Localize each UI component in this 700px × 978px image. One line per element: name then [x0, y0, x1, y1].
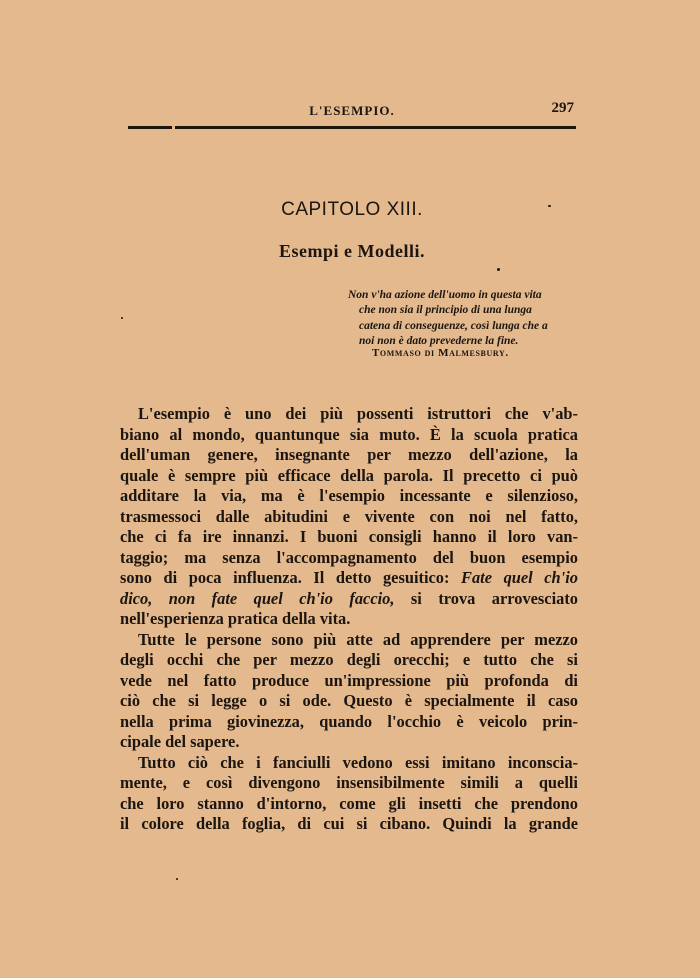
- text-line: biano al mondo, quantunque sia muto. È la scuola pratica: [120, 424, 578, 444]
- text-line: cipale del sapere.: [120, 732, 240, 751]
- print-speck: [548, 205, 551, 207]
- text-line: nella prima giovinezza, quando l'occhio è veicolo prin-: [120, 711, 578, 731]
- chapter-number: CAPITOLO XIII.: [281, 199, 423, 220]
- body-text: [120, 404, 578, 835]
- text-line: Tutto ciò che i fanciulli vedono essi imitano inconscia-: [138, 752, 578, 772]
- text-line: dell'uman genere, insegnante per mezzo dell'azione, la: [120, 445, 578, 464]
- header-rule: [128, 126, 576, 129]
- text-line: ciò che si legge o si ode. Questo è specialmente il caso: [120, 691, 578, 710]
- page-number: 297: [551, 100, 574, 116]
- text-fragment: si trova arrovesciato: [410, 588, 578, 608]
- text-line: Tutte le persone sono più atte ad apprendere per mezzo: [138, 629, 578, 649]
- print-speck: [176, 878, 178, 880]
- running-head: [128, 100, 576, 123]
- epigraph: [348, 288, 580, 349]
- text-line: che ci fa ire innanzi. I buoni consigli hanno il loro van-: [120, 527, 578, 546]
- text-line-with-quote: [120, 568, 578, 589]
- text-line: trasmessoci dalle abitudini e vivente con noi nel fatto,: [120, 506, 578, 526]
- text-fragment: sono di poca influenza. Il detto gesuitico:: [120, 568, 450, 587]
- text-line: vede nel fatto produce un'impressione più profonda di: [120, 670, 578, 690]
- epigraph-line: che non sia il principio di una lunga: [359, 304, 532, 317]
- text-line: nell'esperienza pratica della vita.: [120, 609, 351, 628]
- header-rule-short-segment: [128, 126, 172, 129]
- text-line-with-quote: [120, 589, 578, 610]
- running-title: L'ESEMPIO.: [309, 103, 395, 118]
- text-line: additare la via, ma è l'esempio incessante e silenzioso,: [120, 486, 578, 505]
- text-line: mente, e così divengono insensibilmente simili a quelli: [120, 773, 578, 792]
- print-speck: [497, 268, 500, 271]
- chapter-title: Esempi e Modelli.: [279, 241, 425, 261]
- text-line: taggio; ma senza l'accompagnamento del buon esempio: [120, 547, 578, 567]
- header-rule-long-segment: [175, 126, 576, 129]
- epigraph-line: noi non è dato prevederne la fine.: [359, 334, 519, 347]
- text-line: che loro stanno d'intorno, come gli insetti che prendono: [120, 793, 578, 813]
- italic-quote: Fate quel ch'io: [461, 568, 578, 587]
- text-line: il colore della foglia, di cui si cibano. Quindi la grande: [120, 814, 578, 833]
- epigraph-author: Tommaso di Malmesbury.: [372, 347, 509, 359]
- text-line: degli occhi che per mezzo degli orecchi; e tutto che si: [120, 650, 578, 669]
- text-line: quale è sempre più efficace della parola. Il precetto ci può: [120, 465, 578, 485]
- print-speck: [121, 317, 123, 319]
- epigraph-line: catena di conseguenze, così lunga che a: [359, 319, 548, 332]
- italic-quote: dico, non fate quel ch'io faccio,: [120, 588, 395, 608]
- text-line: L'esempio è uno dei più possenti istruttori che v'ab-: [138, 404, 578, 423]
- epigraph-line: Non v'ha azione dell'uomo in questa vita: [348, 289, 542, 301]
